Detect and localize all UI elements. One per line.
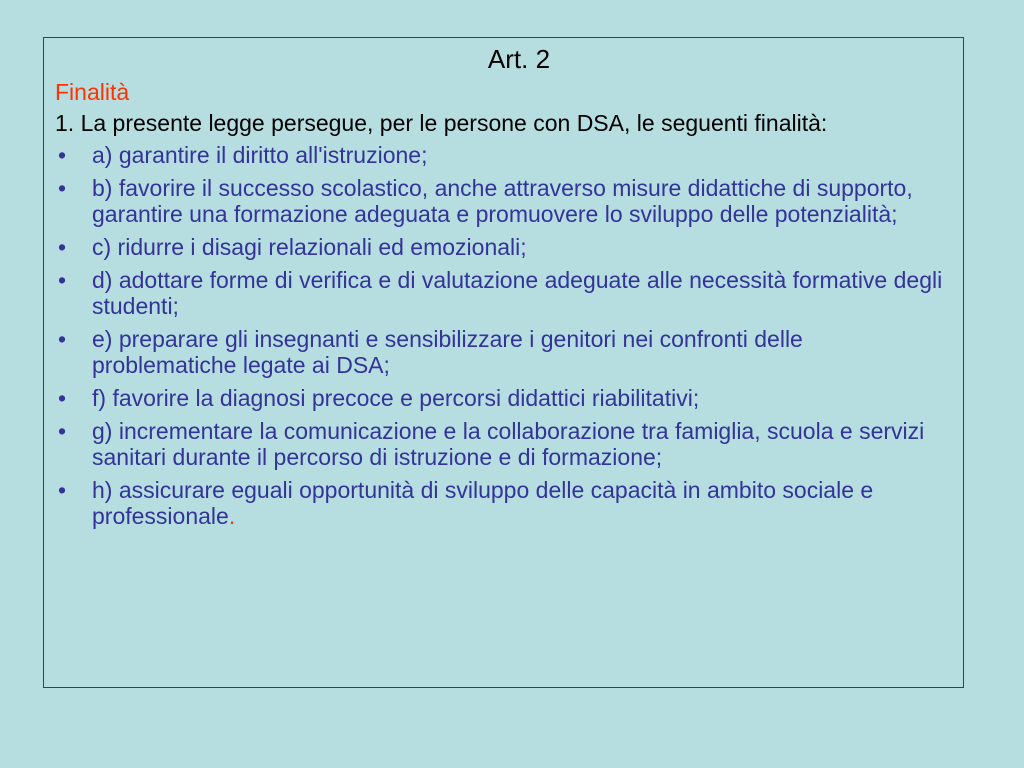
bullet-icon: •: [58, 267, 67, 293]
list-item-text: c) ridurre i disagi relazionali ed emozionali;: [92, 234, 527, 260]
list-item-suffix: .: [228, 503, 236, 529]
article-title: Art. 2: [487, 44, 551, 74]
list-item-text: d) adottare forme di verifica e di valutazione adeguate alle necessità formative degli studenti;: [92, 267, 943, 319]
bullet-icon: •: [58, 142, 67, 168]
list-item: [55, 142, 953, 168]
list-item-text: g) incrementare la comunicazione e la collaborazione tra famiglia, scuola e servizi sanitari durante il percorso di istruzione e di formazione;: [92, 418, 925, 470]
list-item-text: b) favorire il successo scolastico, anche attraverso misure didattiche di supporto, garantire una formazione adeguata e promuovere lo sviluppo delle potenzialità;: [92, 175, 913, 227]
list-item: [55, 267, 953, 319]
list-item: [55, 418, 953, 470]
list-item-text: f) favorire la diagnosi precoce e percorsi didattici riabilitativi;: [92, 385, 700, 411]
bullet-icon: •: [58, 175, 67, 201]
section-heading: Finalità: [55, 79, 130, 105]
bullet-icon: •: [58, 477, 67, 503]
bullet-icon: •: [58, 385, 67, 411]
list-item: [55, 477, 953, 529]
bullet-icon: •: [58, 418, 67, 444]
purposes-list: [55, 142, 953, 529]
list-item-text: e) preparare gli insegnanti e sensibilizzare i genitori nei confronti delle problematiche legate ai DSA;: [92, 326, 803, 378]
list-item: [55, 326, 953, 378]
list-item-text: h) assicurare eguali opportunità di sviluppo delle capacità in ambito sociale e professionale: [92, 477, 874, 529]
content-box: [43, 37, 964, 688]
list-item: [55, 234, 953, 260]
list-item: [55, 385, 953, 411]
bullet-icon: •: [58, 234, 67, 260]
bullet-icon: •: [58, 326, 67, 352]
list-item: [55, 175, 953, 227]
intro-paragraph: 1. La presente legge persegue, per le persone con DSA, le seguenti finalità:: [55, 110, 828, 136]
list-item-text: a) garantire il diritto all'istruzione;: [92, 142, 428, 168]
